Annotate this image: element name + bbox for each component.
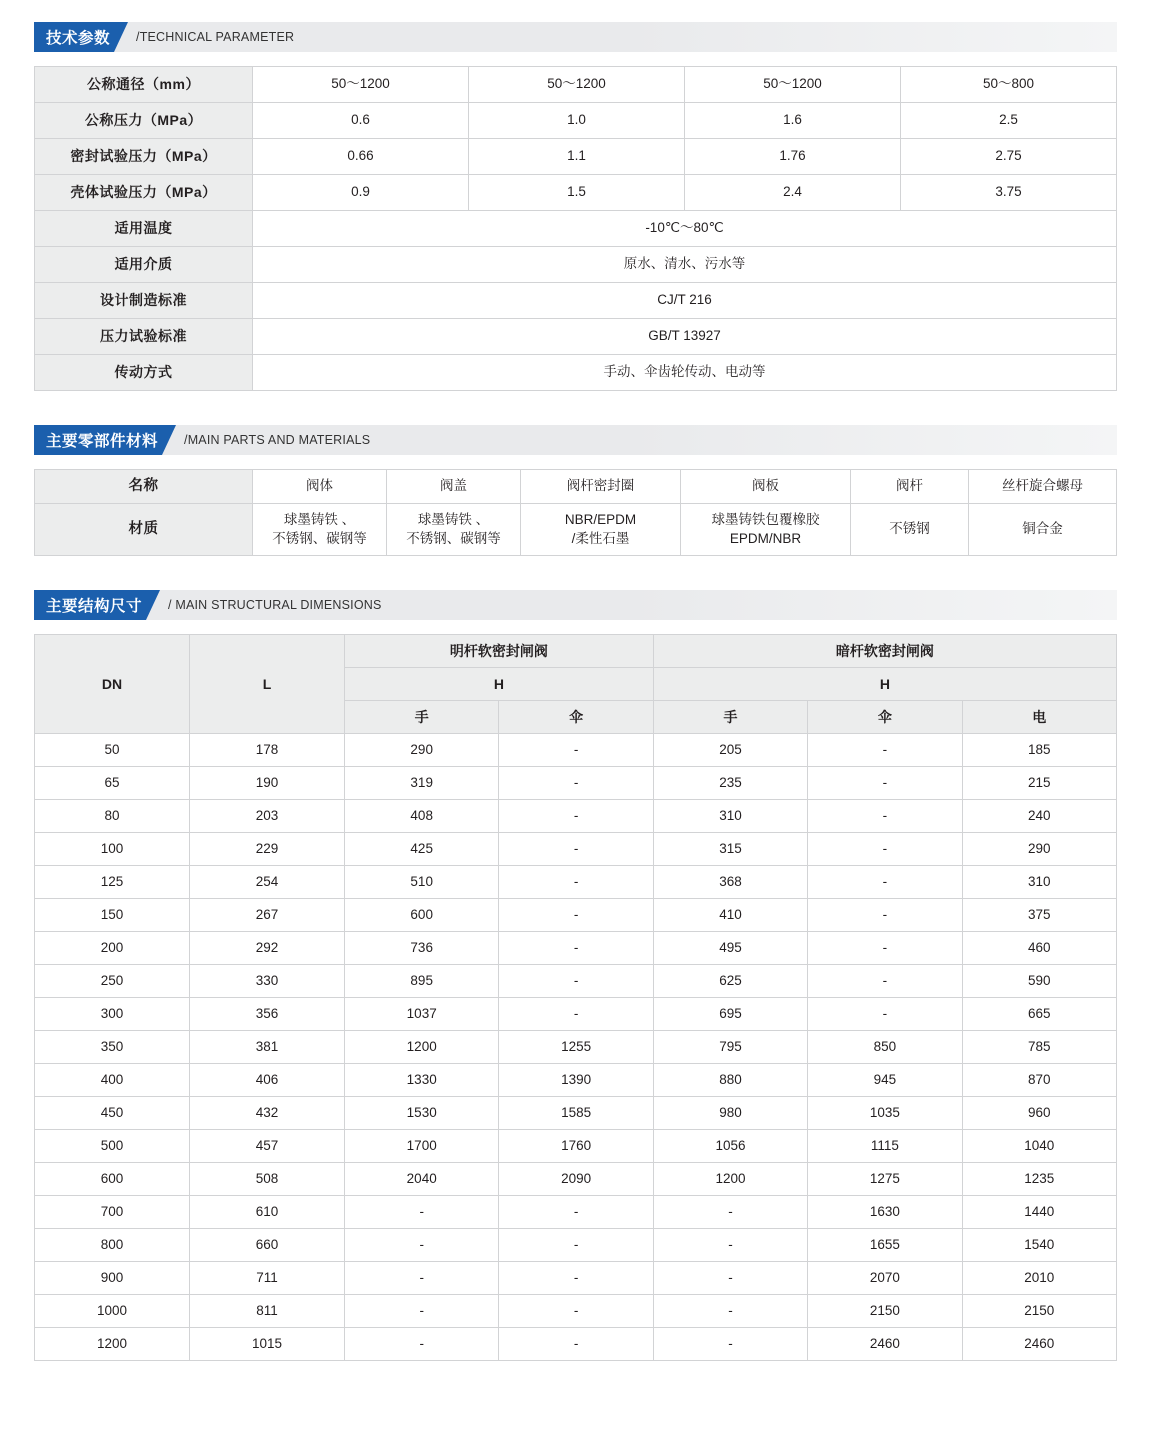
table-row — [35, 211, 1117, 247]
cell-value: 1015 — [190, 1328, 345, 1361]
header-group-rising-stem: 明杆软密封闸阀 — [345, 635, 654, 668]
table-row — [35, 175, 1117, 211]
cell-value: 1035 — [808, 1097, 962, 1130]
row-label: 名称 — [35, 470, 253, 504]
header-h-2: H — [653, 668, 1116, 701]
cell-dn: 100 — [35, 833, 190, 866]
row-value: 2.75 — [901, 139, 1117, 175]
cell-value: 1040 — [962, 1130, 1116, 1163]
row-value: 2.4 — [685, 175, 901, 211]
cell-value: 1655 — [808, 1229, 962, 1262]
part-name: 阀盖 — [387, 470, 521, 504]
cell-value: - — [345, 1262, 499, 1295]
cell-value: - — [808, 800, 962, 833]
cell-value: 254 — [190, 866, 345, 899]
cell-value: 381 — [190, 1031, 345, 1064]
section-title-en: /TECHNICAL PARAMETER — [136, 30, 295, 44]
table-row — [35, 833, 1117, 866]
table-row — [35, 319, 1117, 355]
cell-value: - — [499, 866, 653, 899]
main-parts-materials-body — [35, 470, 1117, 556]
cell-value: 1115 — [808, 1130, 962, 1163]
cell-value: - — [345, 1295, 499, 1328]
cell-dn: 80 — [35, 800, 190, 833]
cell-value: 2460 — [808, 1328, 962, 1361]
table-row — [35, 1196, 1117, 1229]
cell-value: - — [653, 1196, 807, 1229]
row-value: 2.5 — [901, 103, 1117, 139]
cell-value: 425 — [345, 833, 499, 866]
cell-value: 406 — [190, 1064, 345, 1097]
row-value: 0.6 — [253, 103, 469, 139]
main-parts-materials-table — [34, 469, 1117, 556]
cell-value: - — [499, 800, 653, 833]
cell-value: - — [808, 767, 962, 800]
cell-value: 2010 — [962, 1262, 1116, 1295]
row-value: -10℃～80℃ — [253, 211, 1117, 247]
section-title-cn: 主要结构尺寸 — [34, 590, 146, 620]
row-value: 0.66 — [253, 139, 469, 175]
part-material: 球墨铸铁 、 不锈钢、碳钢等 — [387, 504, 521, 556]
table-row — [35, 1295, 1117, 1328]
cell-dn: 900 — [35, 1262, 190, 1295]
cell-value: 695 — [653, 998, 807, 1031]
cell-dn: 250 — [35, 965, 190, 998]
cell-dn: 50 — [35, 734, 190, 767]
cell-value: 711 — [190, 1262, 345, 1295]
cell-value: - — [345, 1229, 499, 1262]
cell-value: 1530 — [345, 1097, 499, 1130]
cell-value: - — [499, 767, 653, 800]
row-label: 壳体试验压力（MPa） — [35, 175, 253, 211]
cell-value: 2150 — [808, 1295, 962, 1328]
cell-value: 457 — [190, 1130, 345, 1163]
cell-value: 1390 — [499, 1064, 653, 1097]
cell-value: 508 — [190, 1163, 345, 1196]
cell-value: 665 — [962, 998, 1116, 1031]
cell-dn: 800 — [35, 1229, 190, 1262]
cell-value: - — [808, 866, 962, 899]
row-value: 3.75 — [901, 175, 1117, 211]
table-row — [35, 139, 1117, 175]
cell-value: - — [499, 899, 653, 932]
cell-value: 315 — [653, 833, 807, 866]
table-row — [35, 67, 1117, 103]
cell-dn: 700 — [35, 1196, 190, 1229]
cell-value: - — [499, 833, 653, 866]
cell-value: - — [808, 998, 962, 1031]
row-value: 0.9 — [253, 175, 469, 211]
row-value: 50～1200 — [685, 67, 901, 103]
cell-value: 319 — [345, 767, 499, 800]
cell-value: 1037 — [345, 998, 499, 1031]
row-label: 公称通径（mm） — [35, 67, 253, 103]
cell-value: 310 — [962, 866, 1116, 899]
cell-value: 267 — [190, 899, 345, 932]
structural-dimensions-head — [35, 635, 1117, 734]
table-row — [35, 247, 1117, 283]
cell-value: 290 — [962, 833, 1116, 866]
part-material: 不锈钢 — [851, 504, 969, 556]
cell-value: - — [499, 734, 653, 767]
row-label: 压力试验标准 — [35, 319, 253, 355]
bottom-spacer — [34, 1361, 1117, 1391]
cell-value: 460 — [962, 932, 1116, 965]
section-header-structural-dimensions — [34, 590, 1117, 620]
table-row — [35, 998, 1117, 1031]
cell-value: 895 — [345, 965, 499, 998]
cell-value: 432 — [190, 1097, 345, 1130]
cell-dn: 125 — [35, 866, 190, 899]
table-row — [35, 355, 1117, 391]
table-row — [35, 1130, 1117, 1163]
table-row — [35, 899, 1117, 932]
cell-value: - — [499, 998, 653, 1031]
cell-value: - — [499, 932, 653, 965]
part-material: 铜合金 — [969, 504, 1117, 556]
row-value: 1.5 — [469, 175, 685, 211]
section-title-cn: 技术参数 — [34, 22, 114, 52]
cell-value: 1630 — [808, 1196, 962, 1229]
header-l: L — [190, 635, 345, 734]
table-row — [35, 965, 1117, 998]
cell-value: - — [345, 1196, 499, 1229]
cell-value: 785 — [962, 1031, 1116, 1064]
cell-value: 235 — [653, 767, 807, 800]
header-dn: DN — [35, 635, 190, 734]
table-row — [35, 103, 1117, 139]
table-row — [35, 1097, 1117, 1130]
row-value: 1.6 — [685, 103, 901, 139]
cell-value: 203 — [190, 800, 345, 833]
cell-dn: 400 — [35, 1064, 190, 1097]
cell-dn: 500 — [35, 1130, 190, 1163]
cell-value: 375 — [962, 899, 1116, 932]
cell-value: 880 — [653, 1064, 807, 1097]
section-header-main-parts-materials — [34, 425, 1117, 455]
section-title-cn: 主要零部件材料 — [34, 425, 162, 455]
cell-value: 850 — [808, 1031, 962, 1064]
row-label: 公称压力（MPa） — [35, 103, 253, 139]
cell-value: 1330 — [345, 1064, 499, 1097]
cell-value: 2070 — [808, 1262, 962, 1295]
table-row — [35, 1064, 1117, 1097]
cell-value: 510 — [345, 866, 499, 899]
cell-dn: 150 — [35, 899, 190, 932]
structural-dimensions-table — [34, 634, 1117, 1361]
cell-value: 1275 — [808, 1163, 962, 1196]
row-label: 密封试验压力（MPa） — [35, 139, 253, 175]
cell-value: 368 — [653, 866, 807, 899]
cell-value: 1255 — [499, 1031, 653, 1064]
cell-value: - — [808, 899, 962, 932]
row-value: 50～1200 — [253, 67, 469, 103]
cell-value: 410 — [653, 899, 807, 932]
cell-value: 960 — [962, 1097, 1116, 1130]
cell-value: 205 — [653, 734, 807, 767]
cell-dn: 600 — [35, 1163, 190, 1196]
cell-value: 1056 — [653, 1130, 807, 1163]
cell-value: 495 — [653, 932, 807, 965]
cell-value: 660 — [190, 1229, 345, 1262]
cell-value: 590 — [962, 965, 1116, 998]
cell-value: 2040 — [345, 1163, 499, 1196]
table-row — [35, 1229, 1117, 1262]
header-sub-nonrising-1: 伞 — [808, 701, 962, 734]
row-value: 50～1200 — [469, 67, 685, 103]
header-h-1: H — [345, 668, 654, 701]
cell-value: 2460 — [962, 1328, 1116, 1361]
row-value: GB/T 13927 — [253, 319, 1117, 355]
cell-value: - — [653, 1262, 807, 1295]
section-header-technical-parameter — [34, 22, 1117, 52]
cell-value: - — [499, 1295, 653, 1328]
part-name: 丝杆旋合螺母 — [969, 470, 1117, 504]
row-value: 原水、清水、污水等 — [253, 247, 1117, 283]
part-name: 阀杆密封圈 — [521, 470, 681, 504]
header-group-non-rising-stem: 暗杆软密封闸阀 — [653, 635, 1116, 668]
cell-dn: 350 — [35, 1031, 190, 1064]
cell-value: - — [808, 734, 962, 767]
table-row — [35, 767, 1117, 800]
technical-parameter-body — [35, 67, 1117, 391]
cell-value: 330 — [190, 965, 345, 998]
cell-value: - — [499, 1262, 653, 1295]
cell-value: 1585 — [499, 1097, 653, 1130]
cell-value: 870 — [962, 1064, 1116, 1097]
cell-value: - — [653, 1328, 807, 1361]
cell-value: 190 — [190, 767, 345, 800]
cell-value: - — [499, 965, 653, 998]
header-sub-rising-0: 手 — [345, 701, 499, 734]
cell-value: 1700 — [345, 1130, 499, 1163]
section-title-en: /MAIN PARTS AND MATERIALS — [184, 433, 371, 447]
cell-value: 2150 — [962, 1295, 1116, 1328]
table-row — [35, 1163, 1117, 1196]
cell-value: - — [808, 932, 962, 965]
cell-value: 980 — [653, 1097, 807, 1130]
cell-dn: 200 — [35, 932, 190, 965]
cell-value: - — [499, 1328, 653, 1361]
cell-value: 290 — [345, 734, 499, 767]
row-label: 适用介质 — [35, 247, 253, 283]
header-sub-nonrising-0: 手 — [653, 701, 807, 734]
cell-value: - — [653, 1229, 807, 1262]
cell-value: 811 — [190, 1295, 345, 1328]
part-name: 阀杆 — [851, 470, 969, 504]
cell-value: 945 — [808, 1064, 962, 1097]
table-row — [35, 1031, 1117, 1064]
cell-value: 356 — [190, 998, 345, 1031]
cell-value: 1540 — [962, 1229, 1116, 1262]
cell-value: 215 — [962, 767, 1116, 800]
cell-value: - — [499, 1229, 653, 1262]
cell-value: - — [345, 1328, 499, 1361]
cell-value: 1440 — [962, 1196, 1116, 1229]
cell-dn: 300 — [35, 998, 190, 1031]
cell-dn: 1200 — [35, 1328, 190, 1361]
row-value: 1.76 — [685, 139, 901, 175]
header-sub-nonrising-2: 电 — [962, 701, 1116, 734]
cell-value: 185 — [962, 734, 1116, 767]
table-row — [35, 1328, 1117, 1361]
cell-value: 795 — [653, 1031, 807, 1064]
cell-value: - — [653, 1295, 807, 1328]
cell-value: 408 — [345, 800, 499, 833]
table-row — [35, 504, 1117, 556]
cell-value: 292 — [190, 932, 345, 965]
cell-value: 178 — [190, 734, 345, 767]
table-header-row — [35, 635, 1117, 668]
row-label: 适用温度 — [35, 211, 253, 247]
cell-value: 2090 — [499, 1163, 653, 1196]
cell-value: 1200 — [345, 1031, 499, 1064]
section-title-en: / MAIN STRUCTURAL DIMENSIONS — [168, 598, 382, 612]
cell-dn: 1000 — [35, 1295, 190, 1328]
structural-dimensions-body — [35, 734, 1117, 1361]
part-material: NBR/EPDM /柔性石墨 — [521, 504, 681, 556]
cell-value: - — [808, 965, 962, 998]
table-row — [35, 283, 1117, 319]
cell-value: 1760 — [499, 1130, 653, 1163]
row-value: CJ/T 216 — [253, 283, 1117, 319]
row-label: 材质 — [35, 504, 253, 556]
part-name: 阀板 — [681, 470, 851, 504]
cell-value: 736 — [345, 932, 499, 965]
cell-value: 610 — [190, 1196, 345, 1229]
cell-value: 600 — [345, 899, 499, 932]
row-label: 传动方式 — [35, 355, 253, 391]
row-value: 手动、伞齿轮传动、电动等 — [253, 355, 1117, 391]
table-row — [35, 932, 1117, 965]
table-row — [35, 800, 1117, 833]
table-row — [35, 734, 1117, 767]
cell-value: 1235 — [962, 1163, 1116, 1196]
technical-parameter-table — [34, 66, 1117, 391]
cell-value: 625 — [653, 965, 807, 998]
cell-value: 310 — [653, 800, 807, 833]
part-material: 球墨铸铁 、 不锈钢、碳钢等 — [253, 504, 387, 556]
cell-dn: 450 — [35, 1097, 190, 1130]
part-name: 阀体 — [253, 470, 387, 504]
part-material: 球墨铸铁包覆橡胶 EPDM/NBR — [681, 504, 851, 556]
cell-value: - — [499, 1196, 653, 1229]
table-row — [35, 866, 1117, 899]
header-sub-rising-1: 伞 — [499, 701, 653, 734]
table-row — [35, 470, 1117, 504]
cell-dn: 65 — [35, 767, 190, 800]
row-label: 设计制造标准 — [35, 283, 253, 319]
row-value: 50～800 — [901, 67, 1117, 103]
row-value: 1.0 — [469, 103, 685, 139]
row-value: 1.1 — [469, 139, 685, 175]
cell-value: 1200 — [653, 1163, 807, 1196]
table-row — [35, 1262, 1117, 1295]
cell-value: 229 — [190, 833, 345, 866]
cell-value: - — [808, 833, 962, 866]
cell-value: 240 — [962, 800, 1116, 833]
